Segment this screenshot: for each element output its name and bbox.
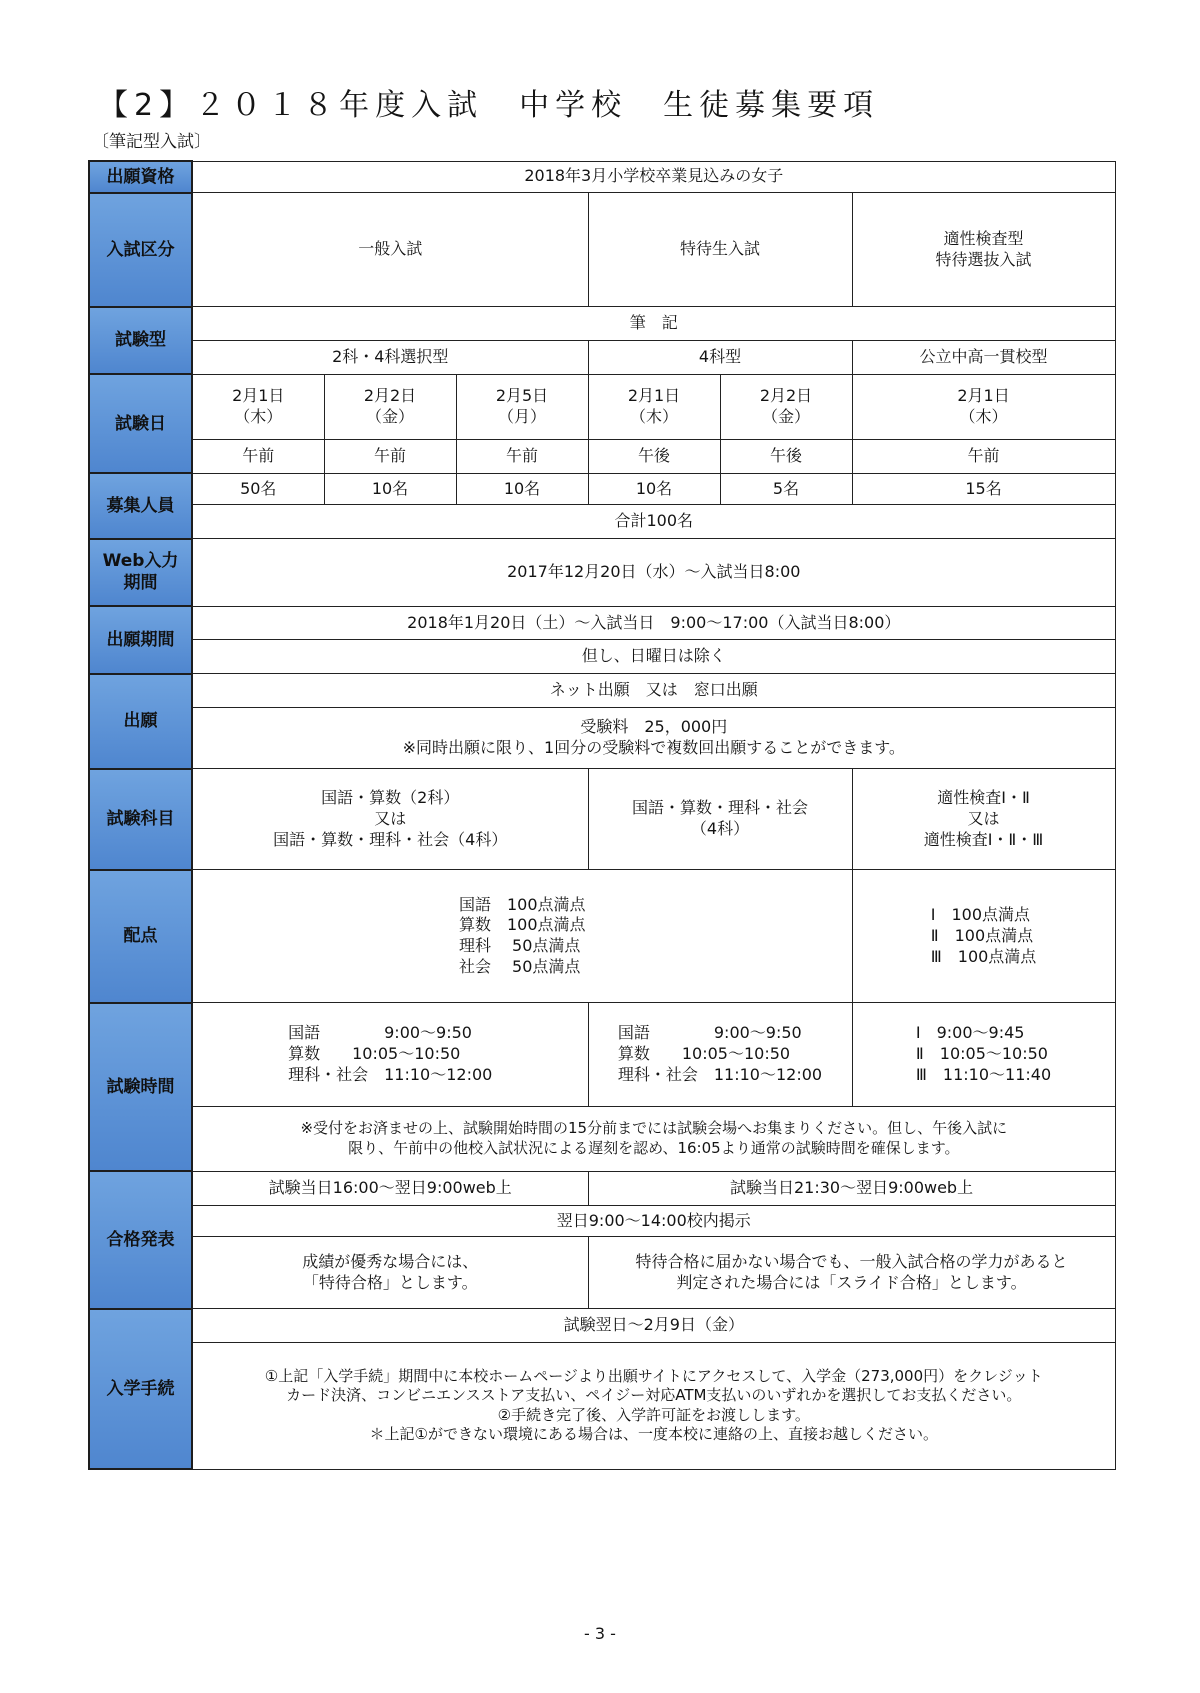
capacity-value: 50名 <box>192 473 324 505</box>
label-web-entry: Web入力 期間 <box>89 539 192 607</box>
subjects-general: 国語・算数（2科） 又は 国語・算数・理科・社会（4科） <box>192 769 588 870</box>
category-general: 一般入試 <box>192 193 588 307</box>
capacity-value: 10名 <box>324 473 456 505</box>
result-special-note: 成績が優秀な場合には、 「特待合格」とします。 <box>192 1237 588 1309</box>
label-result: 合格発表 <box>89 1171 192 1308</box>
application-note: ※同時出願に限り、1回分の受験料で複数回出願することができます。 <box>402 737 905 757</box>
exam-session: 午前 <box>324 439 456 473</box>
label-points: 配点 <box>89 870 192 1003</box>
points-main-cell <box>192 870 852 1003</box>
application-period-note: 但し、日曜日は除く <box>192 640 1115 674</box>
capacity-value: 10名 <box>456 473 588 505</box>
label-exam-type: 試験型 <box>89 307 192 375</box>
admission-table <box>88 160 1116 1470</box>
exam-date: 2月1日 （木） <box>588 374 720 439</box>
category-aptitude: 適性検査型 特待選抜入試 <box>852 193 1115 307</box>
subjects-aptitude: 適性検査Ⅰ・Ⅱ 又は 適性検査Ⅰ・Ⅱ・Ⅲ <box>852 769 1115 870</box>
exam-time-special: 国語 9:00～9:50 算数 10:05～10:50 理科・社会 11:10～12:00 <box>617 1023 823 1084</box>
result-web-general: 試験当日16:00～翌日9:00web上 <box>192 1171 588 1205</box>
exam-time-general-cell <box>192 1003 588 1106</box>
label-qualification: 出願資格 <box>89 161 192 193</box>
exam-time-aptitude-cell <box>852 1003 1115 1106</box>
label-subjects: 試験科目 <box>89 769 192 870</box>
label-application-period: 出願期間 <box>89 606 192 674</box>
exam-session: 午前 <box>456 439 588 473</box>
application-period: 2018年1月20日（土）～入試当日 9:00～17:00（入試当日8:00） <box>192 606 1115 640</box>
page-number: - 3 - <box>584 1624 616 1643</box>
exam-date: 2月1日 （木） <box>852 374 1115 439</box>
exam-date: 2月1日 （木） <box>192 374 324 439</box>
category-special: 特待生入試 <box>588 193 852 307</box>
result-web-aptitude: 試験当日21:30～翌日9:00web上 <box>588 1171 1115 1205</box>
exam-date: 2月2日 （金） <box>720 374 852 439</box>
capacity-total: 合計100名 <box>192 505 1115 539</box>
label-enrollment: 入学手続 <box>89 1309 192 1469</box>
exam-time-general: 国語 9:00～9:50 算数 10:05～10:50 理科・社会 11:10～12:00 <box>288 1023 493 1084</box>
points-main: 国語 100点満点 算数 100点満点 理科 50点満点 社会 50点満点 <box>458 894 586 977</box>
label-capacity: 募集人員 <box>89 473 192 538</box>
exam-type-four: 4科型 <box>588 340 852 374</box>
exam-session: 午後 <box>720 439 852 473</box>
label-exam-time: 試験時間 <box>89 1003 192 1172</box>
application-fee-block <box>192 707 1115 768</box>
enrollment-instructions: ①上記「入学手続」期間中に本校ホームページより出願サイトにアクセスして、入学金（273,000円）をクレジット カード決済、コンビニエンスストア支払い、ペイジー対応ATM支払いのいずれかを選択してお支払ください。 ②手続き完了後、入学許可証をお渡しします。 ＊上記①ができない環境にある場合は、一度本校に連絡の上、直接お越しください。 <box>192 1342 1115 1469</box>
section-subtitle: 〔筆記型入試〕 <box>92 132 211 152</box>
exam-time-special-cell <box>588 1003 852 1106</box>
exam-type-written: 筆 記 <box>192 307 1115 341</box>
exam-time-aptitude: Ⅰ 9:00～9:45 Ⅱ 10:05～10:50 Ⅲ 11:10～11:40 <box>915 1023 1052 1084</box>
result-slide-note: 特待合格に届かない場合でも、一般入試合格の学力があると 判定された場合には「スライド合格」とします。 <box>588 1237 1115 1309</box>
capacity-value: 10名 <box>588 473 720 505</box>
exam-session: 午前 <box>192 439 324 473</box>
exam-time-note: ※受付をお済ませの上、試験開始時間の15分前までには試験会場へお集まりください。但し、午後入試に 限り、午前中の他校入試状況による遅刻を認め、16:05より通常の試験時間を確保します。 <box>192 1106 1115 1171</box>
exam-type-choice: 2科・4科選択型 <box>192 340 588 374</box>
exam-session: 午後 <box>588 439 720 473</box>
label-category: 入試区分 <box>89 193 192 307</box>
exam-session: 午前 <box>852 439 1115 473</box>
enrollment-period: 試験翌日～2月9日（金） <box>192 1309 1115 1343</box>
label-application: 出願 <box>89 674 192 769</box>
page-title: 【2】２０１８年度入試 中学校 生徒募集要項 <box>98 88 880 123</box>
subjects-special: 国語・算数・理科・社会 （4科） <box>588 769 852 870</box>
capacity-value: 5名 <box>720 473 852 505</box>
web-entry-period: 2017年12月20日（水）～入試当日8:00 <box>192 539 1115 607</box>
capacity-value: 15名 <box>852 473 1115 505</box>
application-method: ネット出願 又は 窓口出願 <box>192 674 1115 708</box>
application-fee: 受験料 25，000円 <box>580 717 728 737</box>
exam-date: 2月2日 （金） <box>324 374 456 439</box>
points-aptitude-cell <box>852 870 1115 1003</box>
qualification-value: 2018年3月小学校卒業見込みの女子 <box>192 161 1115 193</box>
result-posting: 翌日9:00～14:00校内掲示 <box>192 1205 1115 1237</box>
exam-type-public: 公立中高一貫校型 <box>852 340 1115 374</box>
label-exam-date: 試験日 <box>89 374 192 473</box>
points-aptitude: Ⅰ 100点満点 Ⅱ 100点満点 Ⅲ 100点満点 <box>930 905 1037 966</box>
exam-date: 2月5日 （月） <box>456 374 588 439</box>
